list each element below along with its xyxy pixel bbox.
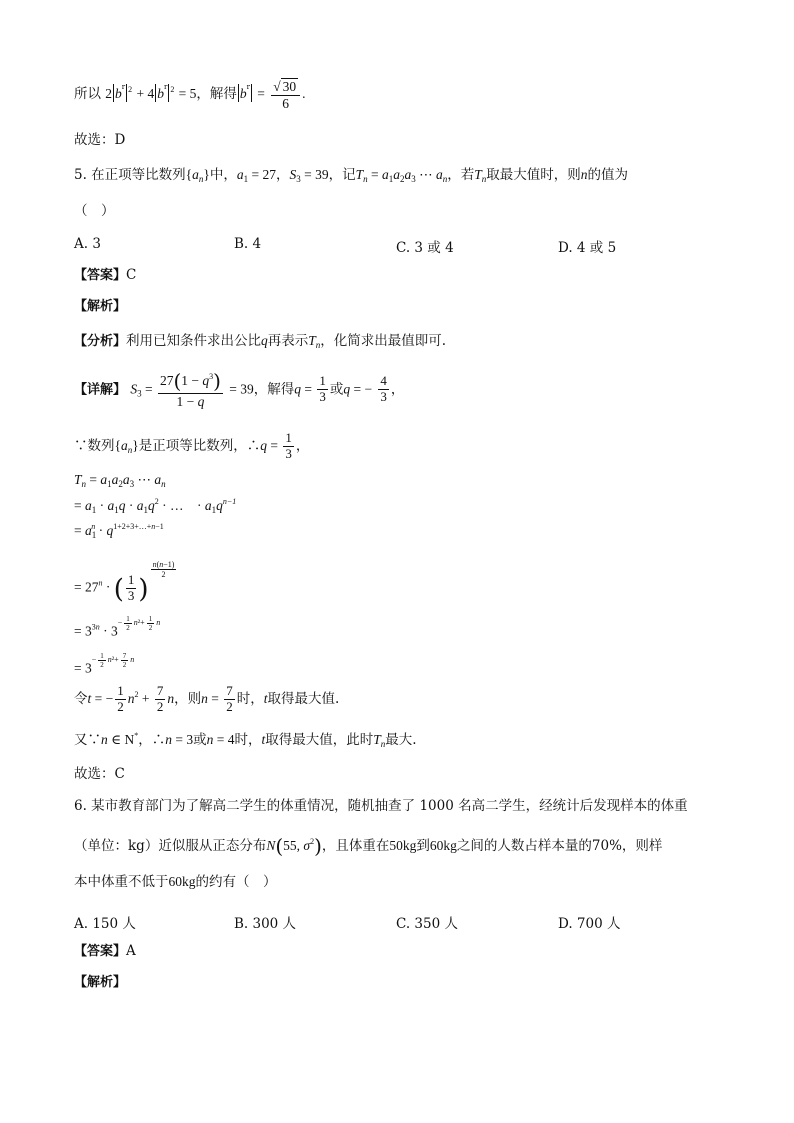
- q6-option-d: D. 700 人: [558, 916, 621, 932]
- choose-c: 故选：C: [74, 766, 125, 782]
- question-6-line-1: 6. 某市教育部门为了解高二学生的体重情况，随机抽查了 1000 名高二学生，经统计后发现样本的体重: [74, 798, 688, 814]
- equation-line-b-norm: 所以 2 $b^r$ $^2$ + 4 $b^r$ $^2$ = 5，解得 $b^r$ = $\frac{√ 30}{6}$ .: [74, 79, 306, 111]
- question-6-line-2: （单位：kg）近似服从正态分布N(55, $\sigma^2$)，且体重在50kg到60kg之间的人数占样本量的70%，则样: [74, 834, 663, 858]
- q5-answer: 【答案】C: [74, 267, 137, 283]
- q5-positive-geometric: ∵数列$\{a_n\}$是正项等比数列，∴q = $\frac{1}{3}$ ，: [74, 430, 310, 461]
- derivation-step-6: = $3^{- \frac{1}{2} n^2+ \frac{7}{2} n}$: [74, 652, 135, 676]
- derivation-step-2: = $a_1 \cdot a_1q \cdot a_1q^2$ · … · $a_1q^{n-1}$: [74, 497, 237, 515]
- derivation-step-3: = $a_1^n \cdot q^{1+2+3+\dots+n-1}$: [74, 522, 164, 540]
- q5-xiangjie: 【详解】 $S_3$ = $\frac{27(1 - q^3)}{1 - q}$ = 39，解得q = $\frac{1}{3}$ 或q = − $\frac{4}{3}$ ，: [74, 369, 405, 409]
- derivation-step-5: = $3^{3n} \cdot 3^{- \frac{1}{2} n^2+ \frac{1}{2} n}$: [74, 615, 161, 639]
- question-5-paren: （ ）: [74, 203, 115, 219]
- q6-analysis-label: 【解析】: [74, 975, 127, 990]
- derivation-step-4: = $27^n$ · ( $\frac{1}{3}$ ) $^{\frac{n(n-1)}{2}}$: [74, 560, 175, 605]
- let-t-line: 令t = − $\frac{1}{2}$ $n^2$ + $\frac{7}{2}$ n，则n = $\frac{7}{2}$ 时，t取得最大值.: [74, 683, 340, 714]
- q5-fenxi: 【分析】利用已知条件求出公比q再表示$T_n$，化简求出最值即可.: [74, 333, 447, 350]
- choose-d: 故选：D: [74, 132, 126, 148]
- q5-option-b: B. 4: [234, 236, 262, 252]
- derivation-step-1: $T_n = a_1a_2a_3$ ⋯ $a_n$: [74, 472, 166, 489]
- q5-analysis-label: 【解析】: [74, 299, 127, 314]
- q5-option-a: A. 3: [74, 236, 101, 252]
- integer-n-line: 又∵n ∈ N*，∴n = 3或n = 4时，t取得最大值，此时$T_n$最大.: [74, 731, 417, 749]
- question-5-stem: 5. 在正项等比数列$\{a_n\}$中，$a_1 = 27$，$S_3 = 39$，记$T_n = a_1a_2a_3$ ⋯ $a_n$，若$T_n$取最大值时，则n的值为: [74, 167, 629, 184]
- question-6-line-3: 本中体重不低于60kg的约有（ ）: [74, 874, 277, 890]
- q6-answer: 【答案】A: [74, 943, 136, 959]
- q6-option-c: C. 350 人: [396, 916, 458, 932]
- q5-option-c: C. 3 或 4: [396, 240, 454, 256]
- q6-option-a: A. 150 人: [74, 916, 136, 932]
- q6-option-b: B. 300 人: [234, 916, 297, 932]
- q5-option-d: D. 4 或 5: [558, 240, 617, 256]
